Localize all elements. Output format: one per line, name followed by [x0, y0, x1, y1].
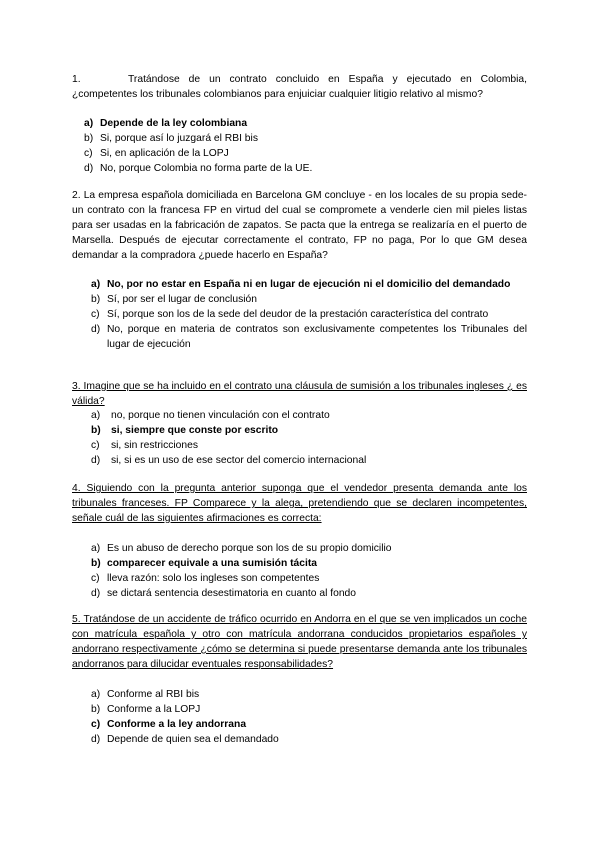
option-2d	[91, 322, 527, 352]
option-text: Sí, por ser el lugar de conclusión	[107, 294, 257, 305]
option-label: d)	[91, 734, 101, 745]
option-label: b)	[91, 425, 101, 436]
question-1-text: Tratándose de un contrato concluido en España y ejecutado en Colombia, ¿competentes los tribunales colombianos para enjuiciar cualquier litigio relativo al mismo?	[72, 74, 527, 100]
option-text: Conforme al RBI bis	[107, 689, 200, 700]
option-label: a)	[91, 410, 101, 421]
option-3d	[91, 453, 527, 468]
question-2-options	[91, 277, 527, 352]
option-text: No, porque en materia de contratos son exclusivamente competentes los Tribunales del lugar de ejecución	[107, 324, 527, 350]
question-1-number: 1.	[72, 74, 81, 85]
question-1-options	[84, 116, 524, 176]
option-text: Si, en aplicación de la LOPJ	[100, 148, 229, 159]
option-label: c)	[91, 719, 101, 730]
option-label: a)	[84, 118, 94, 129]
option-label: d)	[84, 163, 94, 174]
option-3a	[91, 408, 527, 423]
option-text: Depende de quien sea el demandado	[107, 734, 279, 745]
question-4: 4. Siguiendo con la pregunta anterior suponga que el vendedor presenta demanda ante los tribunales franceses. FP Comparece y la alega, pretendiendo que se declaren incompetentes, señale cuál de las siguientes afirmaciones es correcta:	[72, 483, 527, 524]
option-text: si, sin restricciones	[111, 440, 198, 451]
option-5d	[91, 732, 527, 747]
option-text: No, por no estar en España ni en lugar de ejecución ni el domicilio del demandado	[107, 279, 511, 290]
question-4-options	[91, 541, 527, 601]
option-label: a)	[91, 279, 101, 290]
option-label: a)	[91, 543, 101, 554]
option-text: Sí, porque son los de la sede del deudor de la prestación característica del contrato	[107, 309, 489, 320]
option-text: se dictará sentencia desestimatoria en cuanto al fondo	[107, 588, 356, 599]
option-4c	[91, 571, 527, 586]
question-1	[72, 72, 527, 102]
option-text: lleva razón: solo los ingleses son competentes	[107, 573, 320, 584]
option-1d	[84, 161, 524, 176]
option-4d	[91, 586, 527, 601]
question-2: 2. La empresa española domiciliada en Barcelona GM concluye - en los locales de su propia sede- un contrato con la francesa FP en virtud del cual se compromete a venderle cien mil pieles listas para ser usadas en la fabricación de zapatos. Se pacta que la entrega se realizaría en el puerto de Marsella. Después de ejecutar correctamente el contrato, FP no paga, Por lo que GM desea demandar a la compradora ¿puede hacerlo en España?	[72, 190, 527, 261]
option-4b	[91, 556, 527, 571]
option-label: c)	[84, 148, 93, 159]
question-3-options	[91, 408, 527, 468]
option-1b	[84, 131, 524, 146]
option-4a	[91, 541, 527, 556]
option-label: b)	[91, 704, 101, 715]
option-5b	[91, 702, 527, 717]
option-text: Es un abuso de derecho porque son los de su propio domicilio	[107, 543, 392, 554]
option-3b	[91, 423, 527, 438]
option-text: si, siempre que conste por escrito	[111, 425, 279, 436]
option-label: b)	[91, 558, 101, 569]
option-1c	[84, 146, 524, 161]
option-text: no, porque no tienen vinculación con el contrato	[111, 410, 330, 421]
question-3: 3. Imagine que se ha incluido en el contrato una cláusula de sumisión a los tribunales ingleses ¿ es válida?	[72, 381, 527, 407]
option-label: a)	[91, 689, 101, 700]
option-2b	[91, 292, 527, 307]
option-label: c)	[91, 309, 100, 320]
option-text: comparecer equivale a una sumisión tácita	[107, 558, 318, 569]
question-5: 5. Tratándose de un accidente de tráfico ocurrido en Andorra en el que se ven implicados un coche con matrícula española y otro con matrícula andorrana conducidos propietarios españoles y andorrano respectivamente ¿cómo se determina si puede presentarse demanda ante los tribunales andorranos para dilucidar eventuales responsabilidades?	[72, 614, 527, 670]
option-label: c)	[91, 440, 100, 451]
option-text: Depende de la ley colombiana	[100, 118, 248, 129]
option-1a	[84, 116, 524, 131]
option-text: Conforme a la ley andorrana	[107, 719, 247, 730]
option-5c	[91, 717, 527, 732]
option-label: c)	[91, 573, 100, 584]
option-text: Conforme a la LOPJ	[107, 704, 201, 715]
option-2a	[91, 277, 527, 292]
option-2c	[91, 307, 527, 322]
option-5a	[91, 687, 527, 702]
question-5-options	[91, 687, 527, 747]
option-label: d)	[91, 588, 101, 599]
option-label: d)	[91, 324, 101, 335]
option-label: d)	[91, 455, 101, 466]
option-text: No, porque Colombia no forma parte de la UE.	[100, 163, 313, 174]
option-label: b)	[91, 294, 101, 305]
option-text: si, si es un uso de ese sector del comercio internacional	[111, 455, 367, 466]
option-3c	[91, 438, 527, 453]
option-text: Si, porque así lo juzgará el RBI bis	[100, 133, 258, 144]
option-label: b)	[84, 133, 94, 144]
